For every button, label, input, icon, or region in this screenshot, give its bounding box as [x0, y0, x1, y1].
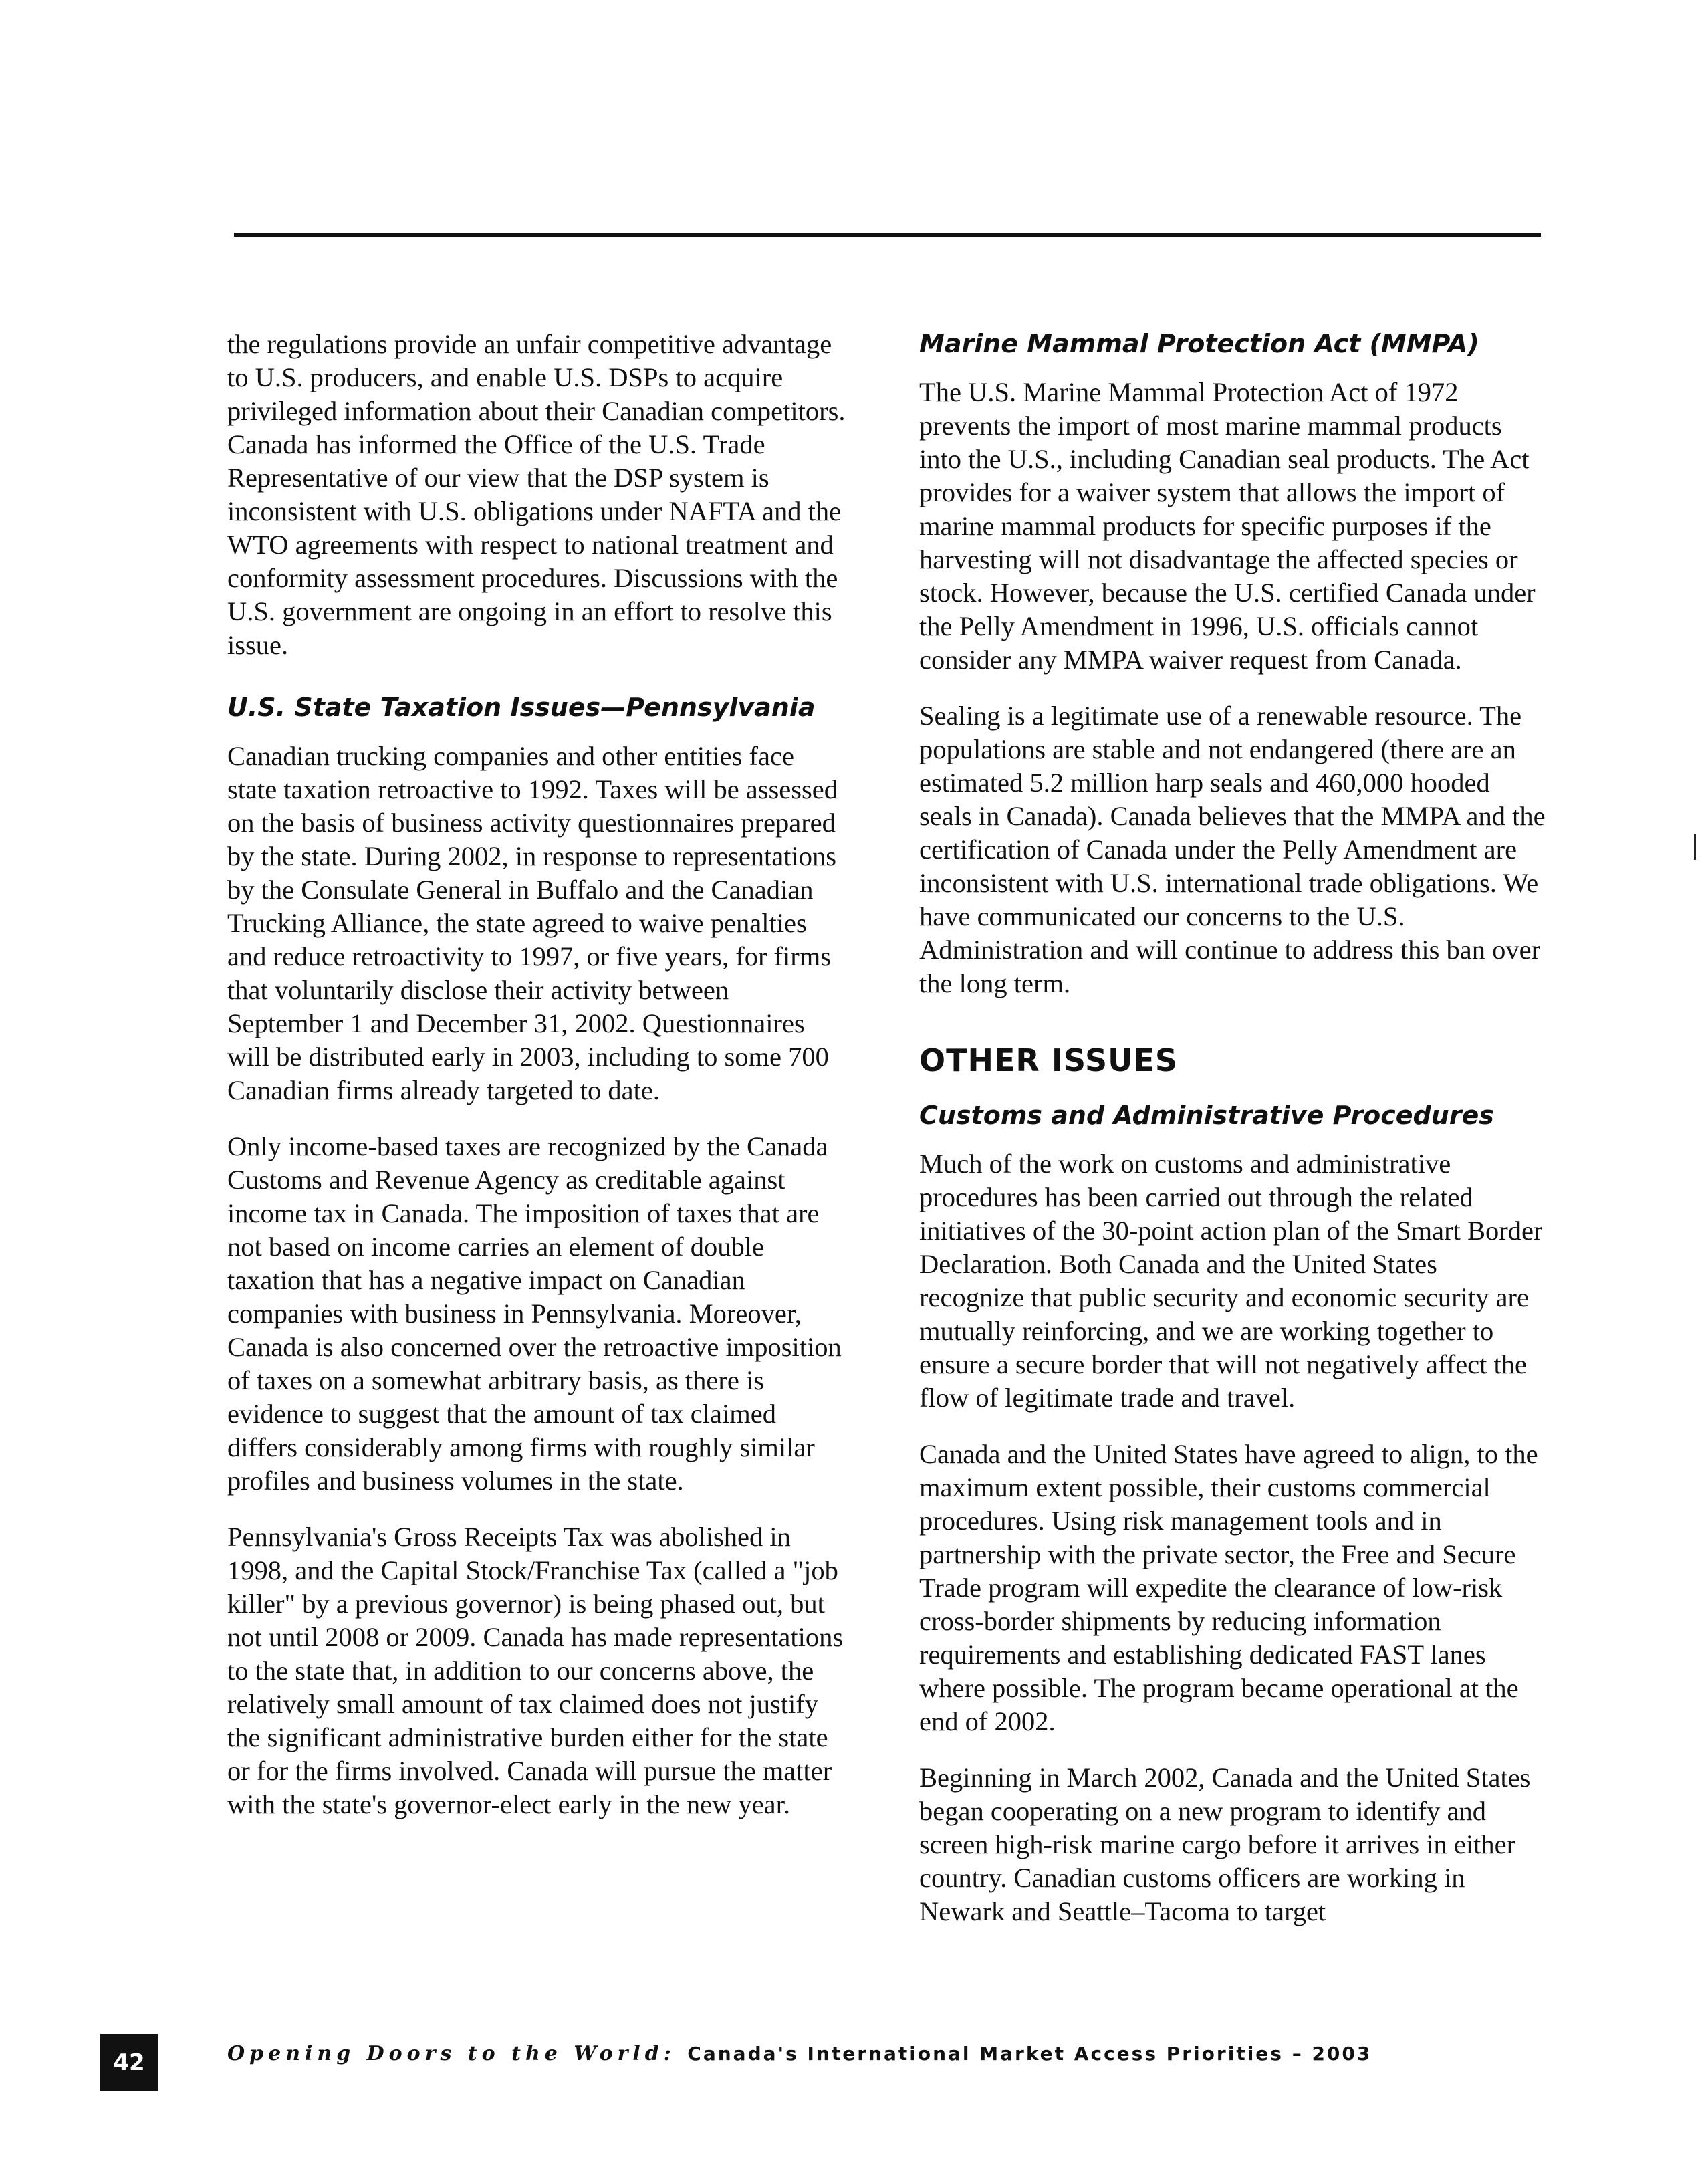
body-paragraph: Much of the work on customs and administrative procedures has been carried out through the related initiatives of the 30-point action plan of the Smart Border Declaration. Both Canada and the United States recognize that public security and economic security are mutually reinforcing, and we are working together to ensure a secure border that will not negatively affect the flow of legitimate trade and travel.: [919, 1149, 1543, 1413]
body-paragraph: Only income-based taxes are recognized by the Canada Customs and Revenue Agency as creditable against income tax in Canada. The imposition of taxes that are not based on income carries an element of double taxation that has a negative impact on Canadian companies with business in Pennsylvania. Moreover, Canada is also concerned over the retroactive imposition of taxes on a somewhat arbitrary basis, as there is evidence to suggest that the amount of tax claimed differs considerably among firms with roughly similar profiles and business volumes in the state.: [227, 1131, 842, 1496]
section-heading-state-taxation: U.S. State Taxation Issues—Pennsylvania: [227, 693, 816, 722]
body-paragraph: Canada and the United States have agreed to align, to the maximum extent possible, their customs commercial procedures. Using risk management tools and in partnership with the private sector, the Free and Secure Trade program will expedite the clearance of low-risk cross-border shipments by reducing information requirements and establishing dedicated FAST lanes where possible. The program became operational at the end of 2002.: [919, 1439, 1538, 1736]
header-rule: [234, 233, 1541, 237]
left-column: [227, 328, 846, 1844]
page-number: 42: [100, 2034, 158, 2091]
body-paragraph: Sealing is a legitimate use of a renewable resource. The populations are stable and not endangered (there are an estimated 5.2 million harp seals and 460,000 hooded seals in Canada). Canada believes that the MMPA and the certification of Canada under the Pelly Amendment are inconsistent with U.S. international trade obligations. We have communicated our concerns to the U.S. Administration and will continue to address this ban over the long term.: [919, 701, 1546, 998]
section-heading-customs: Customs and Administrative Procedures: [919, 1101, 1494, 1130]
footer-title-italic: Opening Doors to the World:: [227, 2042, 676, 2065]
right-column: [919, 328, 1548, 1951]
footer-title-rest: Canada's International Market Access Priorities – 2003: [687, 2043, 1372, 2065]
body-paragraph: Canadian trucking companies and other entities face state taxation retroactive to 1992. Taxes will be assessed on the basis of business activity questionnaires prepared by the state. During 2002, in response to representations by the Consulate General in Buffalo and the Canadian Trucking Alliance, the state agreed to waive penalties and reduce retroactivity to 1997, or five years, for firms that voluntarily disclose their activity between September 1 and December 31, 2002. Questionnaires will be distributed early in 2003, including to some 700 Canadian firms already targeted to date.: [227, 741, 838, 1105]
body-paragraph: The U.S. Marine Mammal Protection Act of 1972 prevents the import of most marine mammal products into the U.S., including Canadian seal products. The Act provides for a waiver system that allows the import of marine mammal products for specific purposes if the harvesting will not disadvantage the affected species or stock. However, because the U.S. certified Canada under the Pelly Amendment in 1996, U.S. officials cannot consider any MMPA waiver request from Canada.: [919, 377, 1536, 675]
section-title-other-issues: OTHER ISSUES: [919, 1042, 1179, 1078]
margin-mark: [1694, 834, 1696, 860]
body-paragraph: the regulations provide an unfair competitive advantage to U.S. producers, and enable U.S. DSPs to acquire privileged information about their Canadian competitors. Canada has informed the Office of the U.S. Trade Representative of our view that the DSP system is inconsistent with U.S. obligations under NAFTA and the WTO agreements with respect to national treatment and conformity assessment procedures. Discussions with the U.S. government are ongoing in an effort to resolve this issue.: [227, 329, 846, 660]
body-paragraph: Pennsylvania's Gross Receipts Tax was abolished in 1998, and the Capital Stock/Franchise Tax (called a "job killer" by a previous governor) is being phased out, but not until 2008 or 2009. Canada has made representations to the state that, in addition to our concerns above, the relatively small amount of tax claimed does not justify the significant administrative burden either for the state or for the firms involved. Canada will pursue the matter with the state's governor-elect early in the new year.: [227, 1522, 844, 1819]
running-footer: [227, 2042, 1372, 2065]
body-paragraph: Beginning in March 2002, Canada and the United States began cooperating on a new program to identify and screen high-risk marine cargo before it arrives in either country. Canadian customs officers are working in Newark and Seattle–Tacoma to target: [919, 1762, 1531, 1926]
section-heading-mmpa: Marine Mammal Protection Act (MMPA): [919, 329, 1479, 358]
